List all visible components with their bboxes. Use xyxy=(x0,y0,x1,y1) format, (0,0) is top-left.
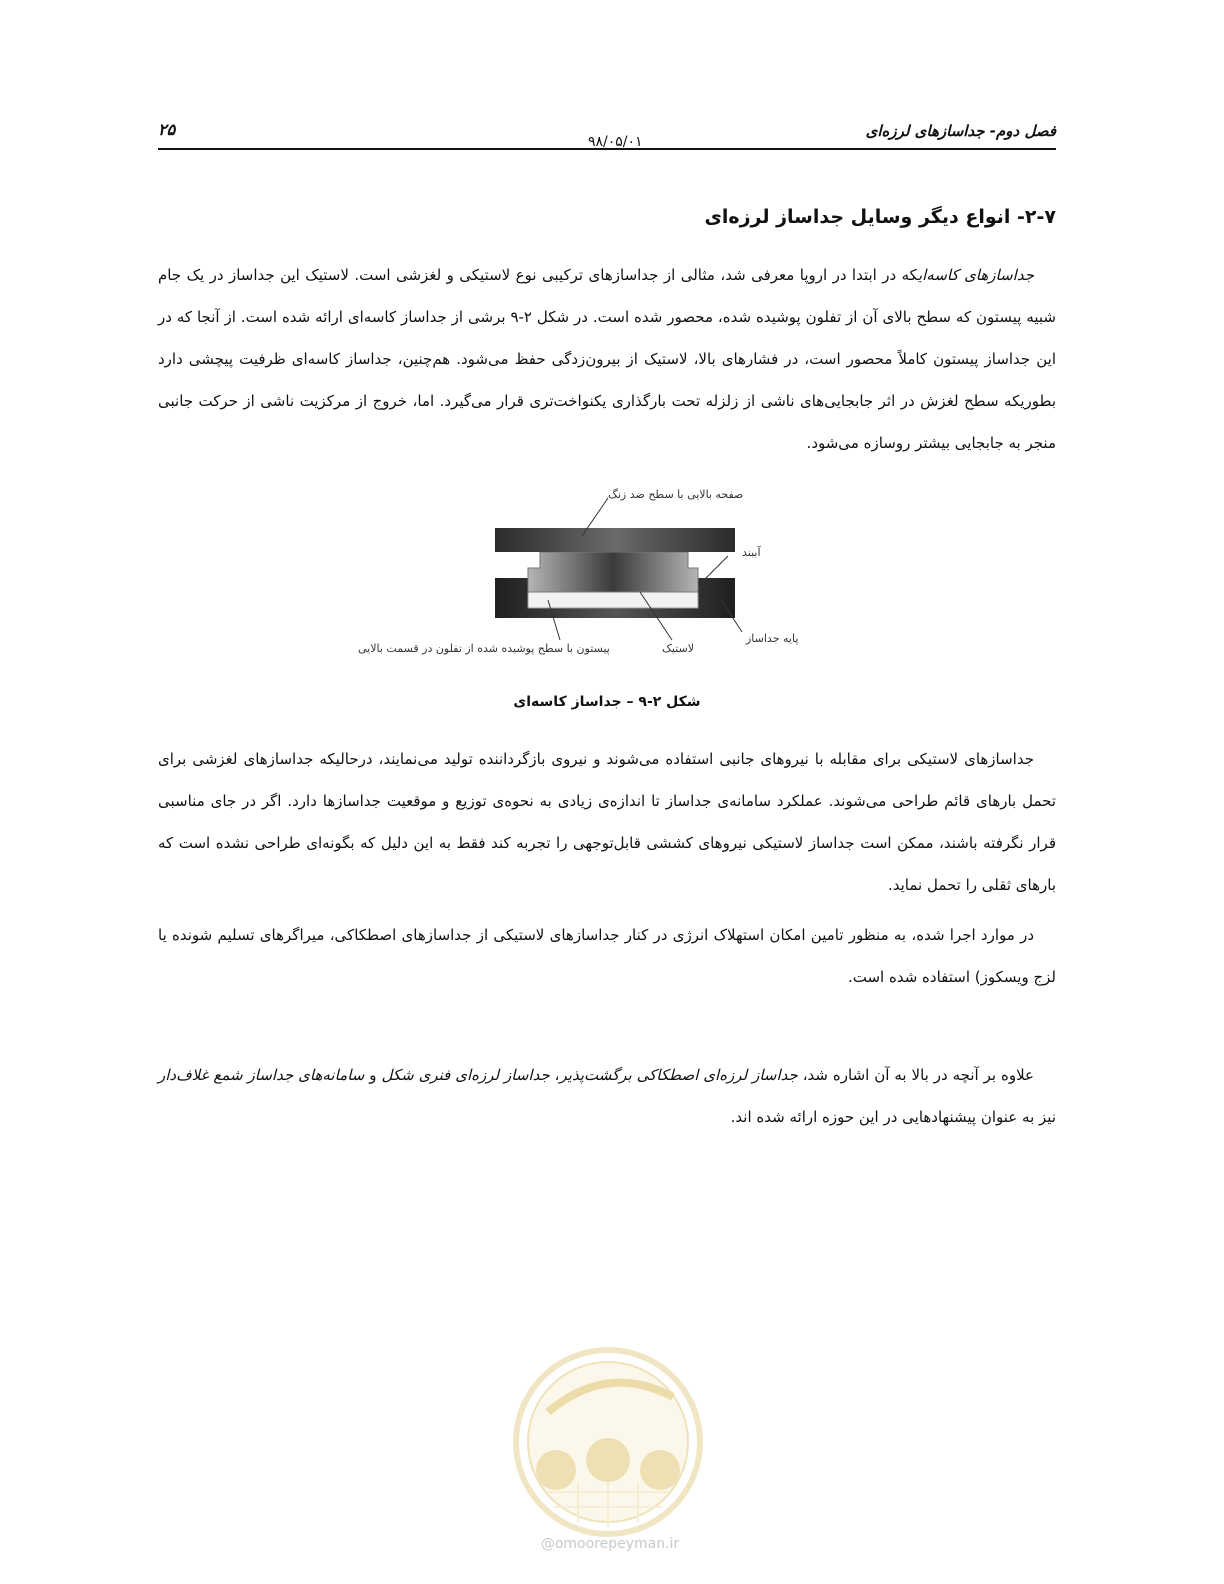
paragraph-2: جداسازهای لاستیکی برای مقابله با نیروهای جانبی استفاده می‌شوند و نیروی بازگرداننده تولید می‌نمایند، درحالیکه جداسازهای لغزشی برای تحمل بارهای قائم طراحی می‌شوند. عملکرد سامانه‌ی جداساز تا اندازه‌ی زیادی به نحوه‌ی توزیع و موقعیت جداسازها دارد. اگر در جای مناسبی قرار نگرفته باشند، ممکن است جداساز لاستیکی نیروهای کششی قابل‌توجهی را تجربه کند فقط به این دلیل که بگونه‌ای طراحی نشده است که بارهای ثقلی را تحمل نماید. xyxy=(158,750,1056,894)
paragraph-4 xyxy=(158,1054,1056,1138)
paragraph-text: نیز به عنوان پیشنهادهایی در این حوزه ارائه شده اند. xyxy=(730,1108,1056,1126)
paragraph-3: در موارد اجرا شده، به منظور تامین امکان استهلاک انرژی در کنار جداسازهای لاستیکی از جداسازهای اصطکاکی، میراگرهای تسلیم شونده یا لزج ویسکوز) استفاده شده است. xyxy=(158,926,1056,986)
piston xyxy=(528,552,698,592)
italic-term: جداساز لرزه‌ای اصطکاکی برگشت‌پذیر xyxy=(559,1066,798,1084)
label-rubber: لاستیک xyxy=(662,642,694,655)
paragraph-text: که در ابتدا در اروپا معرفی شد، مثالی از جداسازهای ترکیبی نوع لاستیکی و لغزشی است. لاستیک این جداساز در یک جام شبیه پیستون که سطح بالای آن از تفلون پوشیده شده، محصور شده است. در شکل ۲-۹ برشی از جداساز کاسه‌ای ارائه شده است. از آنجا که در این جداساز پیستون کاملاً محصور است، در فشارهای بالا، لاستیک از بیرون‌زدگی حفظ می‌شود. هم‌چنین، جداساز کاسه‌ای ظرفیت پیچشی دارد بطوریکه سطح لغزش در اثر جابجایی‌های ناشی از زلزله تحت بارگذاری یکنواخت‌تری قرار می‌گیرد. اما، خروج از مرکزیت ناشی از حرکت جانبی منجر به جابجایی بیشتر روسازه می‌شود. xyxy=(158,266,1056,452)
paragraph-text: علاوه بر آنچه در بالا به آن اشاره شد، xyxy=(797,1066,1035,1084)
chapter-title: فصل دوم- جداسازهای لرزه‌ای xyxy=(865,122,1056,140)
label-piston: پیستون با سطح پوشیده شده از تفلون در قسمت بالایی xyxy=(358,642,610,655)
separator: ، xyxy=(549,1066,560,1084)
italic-term: سامانه‌های جداساز شمع غلاف‌دار xyxy=(158,1066,365,1084)
page-number: ۲۵ xyxy=(158,120,176,139)
label-interface: آببند xyxy=(742,546,761,559)
watermark-site: @omoorepeyman.ir xyxy=(540,1536,680,1552)
watermark-seal-icon xyxy=(508,1342,708,1542)
paragraph-1 xyxy=(158,254,1056,464)
italic-term: جداسازهای کاسه‌ای xyxy=(917,266,1034,284)
top-plate xyxy=(495,528,735,552)
date-stamp: ۹۸/۰۵/۰۱ xyxy=(588,134,643,150)
watermark-logo xyxy=(508,1342,708,1542)
figure-caption: شکل ۲-۹ – جداساز کاسه‌ای xyxy=(513,694,701,710)
label-base: پایه جداساز xyxy=(746,632,799,645)
label-top-plate: صفحه بالایی با سطح ضد زنگ xyxy=(608,488,744,501)
figure-pot-bearing xyxy=(350,480,830,670)
section-title: ۲-۷- انواع دیگر وسایل جداساز لرزه‌ای xyxy=(704,206,1056,228)
rubber-pad xyxy=(528,592,698,608)
separator: و xyxy=(364,1066,382,1084)
italic-term: جداساز لرزه‌ای فنری شکل xyxy=(381,1066,550,1084)
